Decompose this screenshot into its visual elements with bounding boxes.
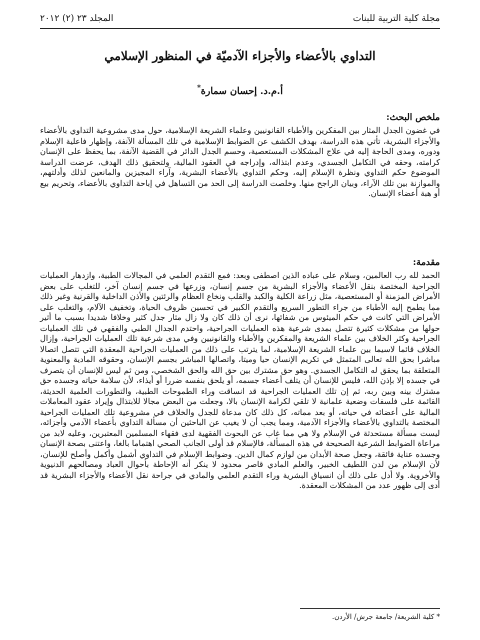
author-footnote-mark: * [197,83,201,92]
paper-title: التداوي بالأعضاء والأجزاء الآدميّة في المنظور الإسلامي [104,49,376,63]
introduction-text: الحمد لله رب العالمين، وسلام على عباده الذين اصطفى وبعد: فمع التقدم العلمي في المجالات الطبية، وازدهار العمليات الجراحية المختصة بنقل الأعضاء والأجزاء البشرية من جسم إنسان، وزرعها في جسم إنسان آخر، للتغلب على بعض الأمراض المزمنة أو المستعصية، مثل زراعة الكلية والكبد والقلب ونخاع العظام والرئتين والأذن الداخلية والقرنية وغير ذلك مما يطمح إليه الأطباء من جراء التطور السريع والتقدم الكبير في تحسين ظروف الحياة، وتخفيف الآلام، والتغلب على الأمراض التي كانت في حكم الميئوس من شفائها، نرى أن ذلك كان ولا زال مثار جدل كثير وخلافا شديدا بسبب ما أثير حولها من مشكلات كثيرة تتصل بمدى شرعية هذه العمليات الجراحية، واحتدم الجدال الطبي والفقهي في تلك العمليات الجراحية وكثر الخلاف بين علماء الشريعة والمفكرين والأطباء والقانونيين وفي مدى شرعية تلك العمليات الجراحية، وإزال الخلاف قائما لاسيما بين علماء الشريعة الإسلامية، لما يترتب على ذلك من العمليات الجراحية المعقدة التي تتصل اتصالا مباشرا بحق الله تعالى المتمثل في تكريم الإنسان حيا وميتا، واتصالها المباشر بجسم الإنسان، وحقوقه المادية والمعنوية المتعلقة بما يحقق له التكامل الجسدي. وهو حق مشترك بين حق الله والحق الشخصي، ومن ثم ليس للإنسان أن يتصرف في جسده إلا بإذن الله، فليس للإنسان أن يتلف أعضاء جسمه، أو يلحق بنفسه ضررا أو أيذاء، لأن سلامة حياته وجسده حق مشترك بينه وبين ربه، ثم إن تلك العمليات الجراحية قد انساقت وراء الطموحات الطبية، والتطورات العلمية الحديثة، القائمة على فلسفات وضعية علمانية لا تلقي لكرامة الإنسان بالا، وجعلت من البعض مجالا للابتذال وإيراد عقود المعاملات المالية على أعضائه في حياته، أو بعد مماته، كل ذلك كان مدعاة للجدل والخلاف في مشروعية تلك العمليات الجراحية المختصة بالتداوي بالأعضاء والأجزاء الآدمية، ومما يجب أن لا يغيب عن الباحثين أن مسألة التداوي بأعضاء الآدمي وأجزائه، ليست مسألة مستحدثة في الإسلام ولا هي مما غاب عن البحوث الفقهية لدى فقهاء المسلمين المعتبرين، وعليه لابد من مراعاة الضوابط الشرعية الصحيحة في هذه المسألة، فالإسلام قد أولى الجانب الصحي اهتماما بالغا، واعتنى بصحة الإنسان وجسده عناية فائقة، وجعل صحة الأبدان من لوازم كمال الدين. وضوابط الإسلام في التداوي أشمل وأكمل وأصلح للإنسان، لأن الإسلام من لدن اللطيف الخبير، والعلم المادي قاصر محدود لا ينكر أنه الإحاطة بأحوال العباد ومصالحهم الدنيوية والأخروية. ولا أدل على ذلك أن انسياق البشرية وراء التقدم العلمي والمادي في جراحة نقل الأعضاء والأجزاء البشرية قد أدى إلى ظهور عدد من المشكلات المعقدة. [40,271,440,490]
footnote-divider [300,608,440,609]
author-line [40,82,440,98]
abstract-text: في غضون الجدل المثار بين المفكرين والأطباء القانونيين وعلماء الشريعة الإسلامية، حول مدى مشروعية التداوي بالأعضاء والأجزاء البشرية، تأتي هذه الدراسة، بهدف الكشف عن الضوابط الإسلامية في تلك المسألة الآنفة، وإظهار فاعلية الإسلام ودوره، ومدى الحاجة إليه في علاج المشكلات المستعصية، وحسم الجدل الدائر في القضية الآنفة، بما يحفظ على الإنسان كرامته، وحقه في التكامل الجسدي، وعدم ابتذاله، وإدراجه في العقود المالية، ولتحقيق ذلك الهدف، عرضت الدراسة الموضوع حكم التداوي ونظرة الإسلام إليه، وحكم التداوي بالأعضاء البشرية، وآراء المجيزين والمانعين لذلك وأدلتهم، والموازنة بين تلك الآراء، وبيان الراجح منها. وخلصت الدراسة إلى الحد من التساهل في إباحة التداوي بالأعضاء، وتحريم بيع أو هبة أعضاء الإنسان. [40,126,441,198]
introduction-section [40,258,440,492]
journal-name: مجلة كلية التربية للبنات [352,14,440,24]
volume-info: المجلد ٢٣ (٢) ٢٠١٢ [40,14,114,24]
abstract-heading: ملخص البحث: [386,113,440,123]
abstract-section [40,113,440,200]
introduction-heading: مقدمة: [412,258,440,268]
running-header [40,14,440,29]
author-name: أ.م.د. إحسان سمارة [200,86,283,98]
footnote: * كلية الشريعة/ جامعة جرش/ الأردن. [332,613,440,621]
